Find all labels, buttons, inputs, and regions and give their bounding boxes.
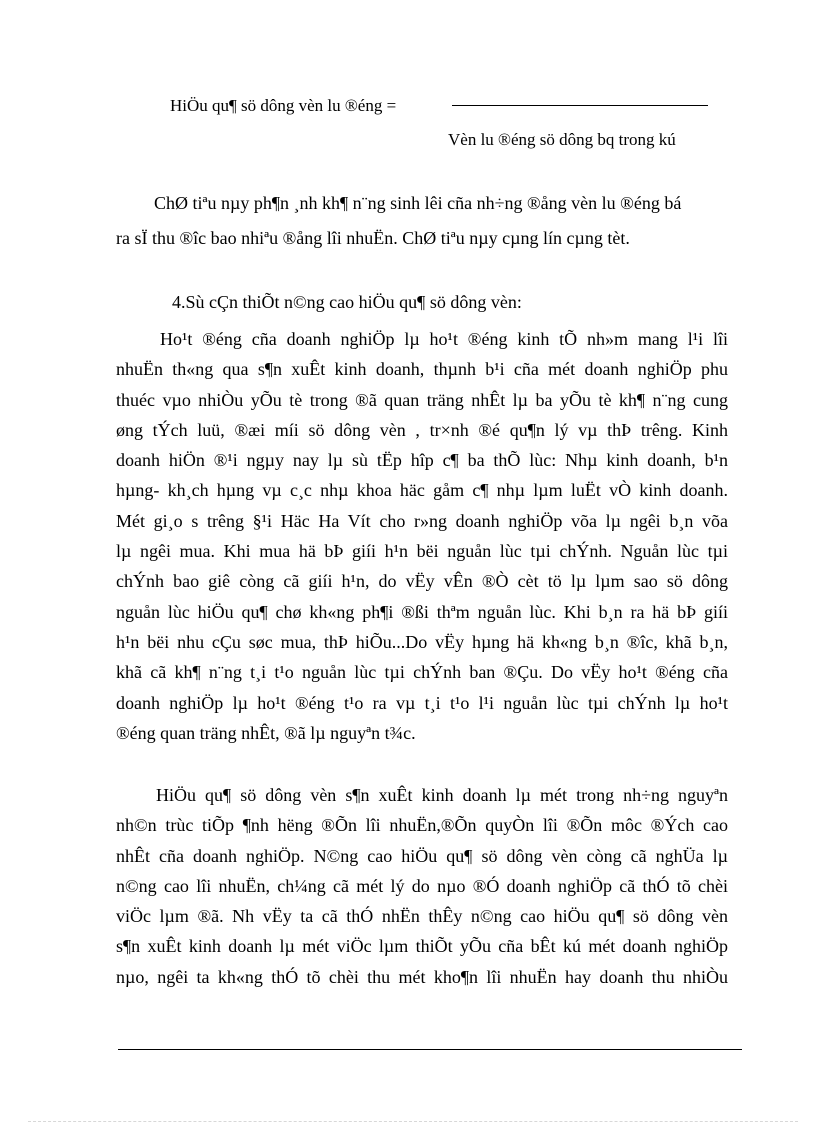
paragraph-line: h¹n bëi nhu cÇu søc mua, thÞ hiÕu...Do vËy hµng hä kh«ng b¸n ®îc, khã b¸n,	[116, 631, 728, 652]
intro-paragraph-line-2: ra sÏ thu ®îc bao nhiªu ®ång lîi nhuËn. ChØ tiªu nµy cµng lín cµng tèt.	[116, 228, 630, 248]
paragraph-line: chÝnh bao giê còng cã giíi h¹n, do vËy vÊn ®Ò cèt tö lµ lµm sao sö dông	[116, 571, 728, 592]
section-heading: 4.Sù cÇn thiÕt n©ng cao hiÖu qu¶ sö dông vèn:	[172, 292, 522, 312]
paragraph-line: n©ng cao lîi nhuËn, ch¼ng cã mét lý do nµo ®Ó doanh nghiÖp cã thÓ tõ chèi	[116, 875, 728, 896]
paragraph-line: doanh nghiÖp lµ ho¹t ®éng t¹o ra vµ t¸i t¹o l¹i nguån lùc tµi chÝnh lµ ho¹t	[116, 692, 728, 713]
paragraph-2	[116, 780, 728, 992]
paragraph-line: lµ ngêi mua. Khi mua hä bÞ giíi h¹n bëi nguån lùc tµi chÝnh. Nguån lùc tµi	[116, 541, 728, 562]
paragraph-line: nhÊt cña doanh nghiÖp. N©ng cao hiÖu qu¶ sö dông vèn còng cã nghÜa lµ	[116, 845, 728, 866]
paragraph-line: Ho¹t ®éng cña doanh nghiÖp lµ ho¹t ®éng kinh tÕ nh»m mang l¹i lîi	[160, 329, 728, 349]
paragraph-line: hµng- kh¸ch hµng vµ c¸c nhµ khoa häc gåm c¶ nhµ lµm luËt vÒ kinh doanh.	[116, 480, 728, 501]
paragraph-line: ®éng quan träng nhÊt, ®ã lµ nguyªn t¾c.	[116, 722, 416, 743]
paragraph-line: HiÖu qu¶ sö dông vèn s¶n xuÊt kinh doanh lµ mét trong nh÷ng nguyªn	[156, 785, 728, 805]
paragraph-line: khã cã kh¶ n¨ng t¸i t¹o nguån lùc tµi chÝnh ban ®Çu. Do vËy ho¹t ®éng cña	[116, 662, 728, 683]
paragraph-line: doanh hiÖn ®¹i ngµy nay lµ sù tËp hîp c¶ ba thÕ lùc: Nhµ kinh doanh, b¹n	[116, 450, 728, 471]
paragraph-line: Mét gi¸o s trêng §¹i Häc Ha Vít cho r»ng doanh nghiÖp võa lµ ngêi b¸n võa	[116, 510, 728, 531]
paragraph-line: thuéc vµo nhiÒu yÕu tè trong ®ã quan träng nhÊt lµ ba yÕu tè kh¶ n¨ng cung	[116, 389, 728, 410]
paragraph-line: nh©n trùc tiÕp ¶nh hëng ®Õn lîi nhuËn,®Õn quyÒn lîi ®Õn môc ®Ých cao	[116, 815, 728, 836]
paragraph-line: nhuËn th«ng qua s¶n xuÊt kinh doanh, thµnh b¹i cña mét doanh nghiÖp phu	[116, 359, 728, 380]
footer-divider	[118, 1049, 742, 1050]
paragraph-1	[116, 324, 728, 748]
formula-denominator: Vèn lu ®éng sö dông bq trong kú	[448, 130, 676, 149]
paragraph-line: s¶n xuÊt kinh doanh lµ mét viÖc lµm thiÕt yÕu cña bÊt kú mét doanh nghiÖp	[116, 936, 728, 957]
fraction-bar	[452, 105, 708, 106]
paragraph-line: nguån lùc hiÖu qu¶ chø kh«ng ph¶i ®ßi thªm nguån lùc. Khi b¸n ra hä bÞ giíi	[116, 601, 728, 622]
paragraph-line: viÖc lµm ®ã. Nh vËy ta cã thÓ nhËn thÊy n©ng cao hiÖu qu¶ sö dông vèn	[116, 906, 728, 927]
formula-left-side: HiÖu qu¶ sö dông vèn lu ®éng =	[170, 96, 397, 115]
page-bottom-edge	[28, 1121, 798, 1122]
paragraph-line: øng tÝch luü, ®æi míi sö dông vèn , tr×nh ®é qu¶n lý vµ thÞ trêng. Kinh	[116, 419, 728, 440]
paragraph-line: nµo, ngêi ta kh«ng thÓ tõ chèi thu mét kho¶n lîi nhuËn hay doanh thu nhiÒu	[116, 966, 728, 987]
intro-paragraph-line-1: ChØ tiªu nµy ph¶n ¸nh kh¶ n¨ng sinh lêi cña nh÷ng ®ång vèn lu ®éng bá	[154, 193, 682, 213]
